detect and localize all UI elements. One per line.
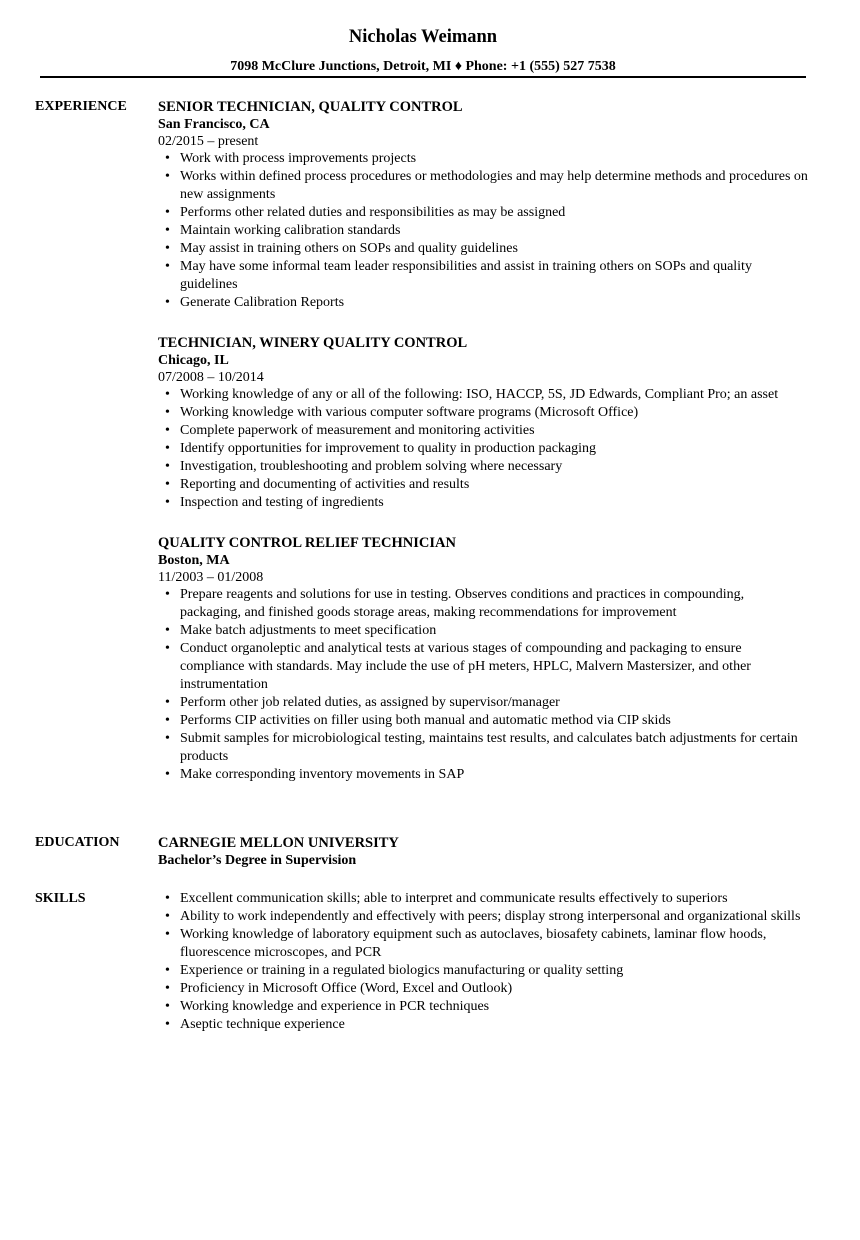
education-body <box>158 834 808 870</box>
bullet-item: • Reporting and documenting of activities and results <box>158 476 808 494</box>
school-name: CARNEGIE MELLON UNIVERSITY <box>158 835 399 851</box>
bullet-item: • Make corresponding inventory movements in SAP <box>158 766 808 784</box>
bullet-item: • Prepare reagents and solutions for use in testing. Observes conditions and practices in compounding, packaging, and finished goods storage areas, making recommendations for improvement <box>158 586 808 622</box>
job-entry <box>158 334 808 512</box>
bullet-item: • Generate Calibration Reports <box>158 294 808 312</box>
bullet-item: • Maintain working calibration standards <box>158 222 808 240</box>
skill-item: • Excellent communication skills; able to interpret and communicate results effectively to superiors <box>158 890 808 908</box>
job-bullets <box>158 586 808 784</box>
job-bullets <box>158 386 808 512</box>
bullet-item: • Work with process improvements projects <box>158 150 808 168</box>
skill-item: • Aseptic technique experience <box>158 1016 808 1034</box>
skill-item: • Working knowledge of laboratory equipment such as autoclaves, biosafety cabinets, laminar flow hoods, fluorescence microscopes, and PCR <box>158 926 808 962</box>
job-title: QUALITY CONTROL RELIEF TECHNICIAN <box>158 535 456 551</box>
job-bullets <box>158 150 808 312</box>
skill-item: • Proficiency in Microsoft Office (Word, Excel and Outlook) <box>158 980 808 998</box>
skill-item: • Experience or training in a regulated biologics manufacturing or quality setting <box>158 962 808 980</box>
candidate-name: Nicholas Weimann <box>348 27 498 47</box>
job-entry <box>158 98 808 312</box>
bullet-item: • Performs other related duties and responsibilities as may be assigned <box>158 204 808 222</box>
section-label-experience: EXPERIENCE <box>35 99 127 114</box>
experience-body <box>158 98 808 806</box>
header-divider <box>40 76 806 78</box>
job-title: SENIOR TECHNICIAN, QUALITY CONTROL <box>158 99 463 115</box>
job-location: Boston, MA <box>158 553 230 568</box>
bullet-item: • Conduct organoleptic and analytical tests at various stages of compounding and packaging to ensure compliance with standards. May include the use of pH meters, HPLC, Malvern Mastersizer, and other instrumentation <box>158 640 808 694</box>
bullet-item: • Working knowledge of any or all of the following: ISO, HACCP, 5S, JD Edwards, Compliant Pro; an asset <box>158 386 808 404</box>
bullet-item: • Performs CIP activities on filler using both manual and automatic method via CIP skids <box>158 712 808 730</box>
skill-item: • Working knowledge and experience in PCR techniques <box>158 998 808 1016</box>
job-title: TECHNICIAN, WINERY QUALITY CONTROL <box>158 335 468 351</box>
bullet-item: • Perform other job related duties, as assigned by supervisor/manager <box>158 694 808 712</box>
section-label-education: EDUCATION <box>35 835 120 850</box>
bullet-item: • Make batch adjustments to meet specification <box>158 622 808 640</box>
skills-body <box>158 890 808 1034</box>
section-label-skills: SKILLS <box>35 891 86 906</box>
job-dates: 07/2008 – 10/2014 <box>158 370 264 385</box>
bullet-item: • Working knowledge with various computer software programs (Microsoft Office) <box>158 404 808 422</box>
contact-line: 7098 McClure Junctions, Detroit, MI ♦ Phone: +1 (555) 527 7538 <box>230 59 616 74</box>
bullet-item: • Submit samples for microbiological testing, maintains test results, and calculates batch adjustments for certain products <box>158 730 808 766</box>
job-dates: 11/2003 – 01/2008 <box>158 570 264 585</box>
job-location: Chicago, IL <box>158 353 229 368</box>
bullet-item: • Identify opportunities for improvement to quality in production packaging <box>158 440 808 458</box>
bullet-item: • Investigation, troubleshooting and problem solving where necessary <box>158 458 808 476</box>
bullet-item: • Complete paperwork of measurement and monitoring activities <box>158 422 808 440</box>
job-entry <box>158 534 808 784</box>
job-dates: 02/2015 – present <box>158 134 259 149</box>
bullet-item: • May have some informal team leader responsibilities and assist in training others on SOPs and quality guidelines <box>158 258 808 294</box>
degree: Bachelor’s Degree in Supervision <box>158 853 357 868</box>
skills-list <box>158 890 808 1034</box>
skill-item: • Ability to work independently and effectively with peers; display strong interpersonal and organizational skills <box>158 908 808 926</box>
bullet-item: • Works within defined process procedures or methodologies and may help determine methods and procedures on new assignments <box>158 168 808 204</box>
bullet-item: • May assist in training others on SOPs and quality guidelines <box>158 240 808 258</box>
bullet-item: • Inspection and testing of ingredients <box>158 494 808 512</box>
job-location: San Francisco, CA <box>158 117 270 132</box>
